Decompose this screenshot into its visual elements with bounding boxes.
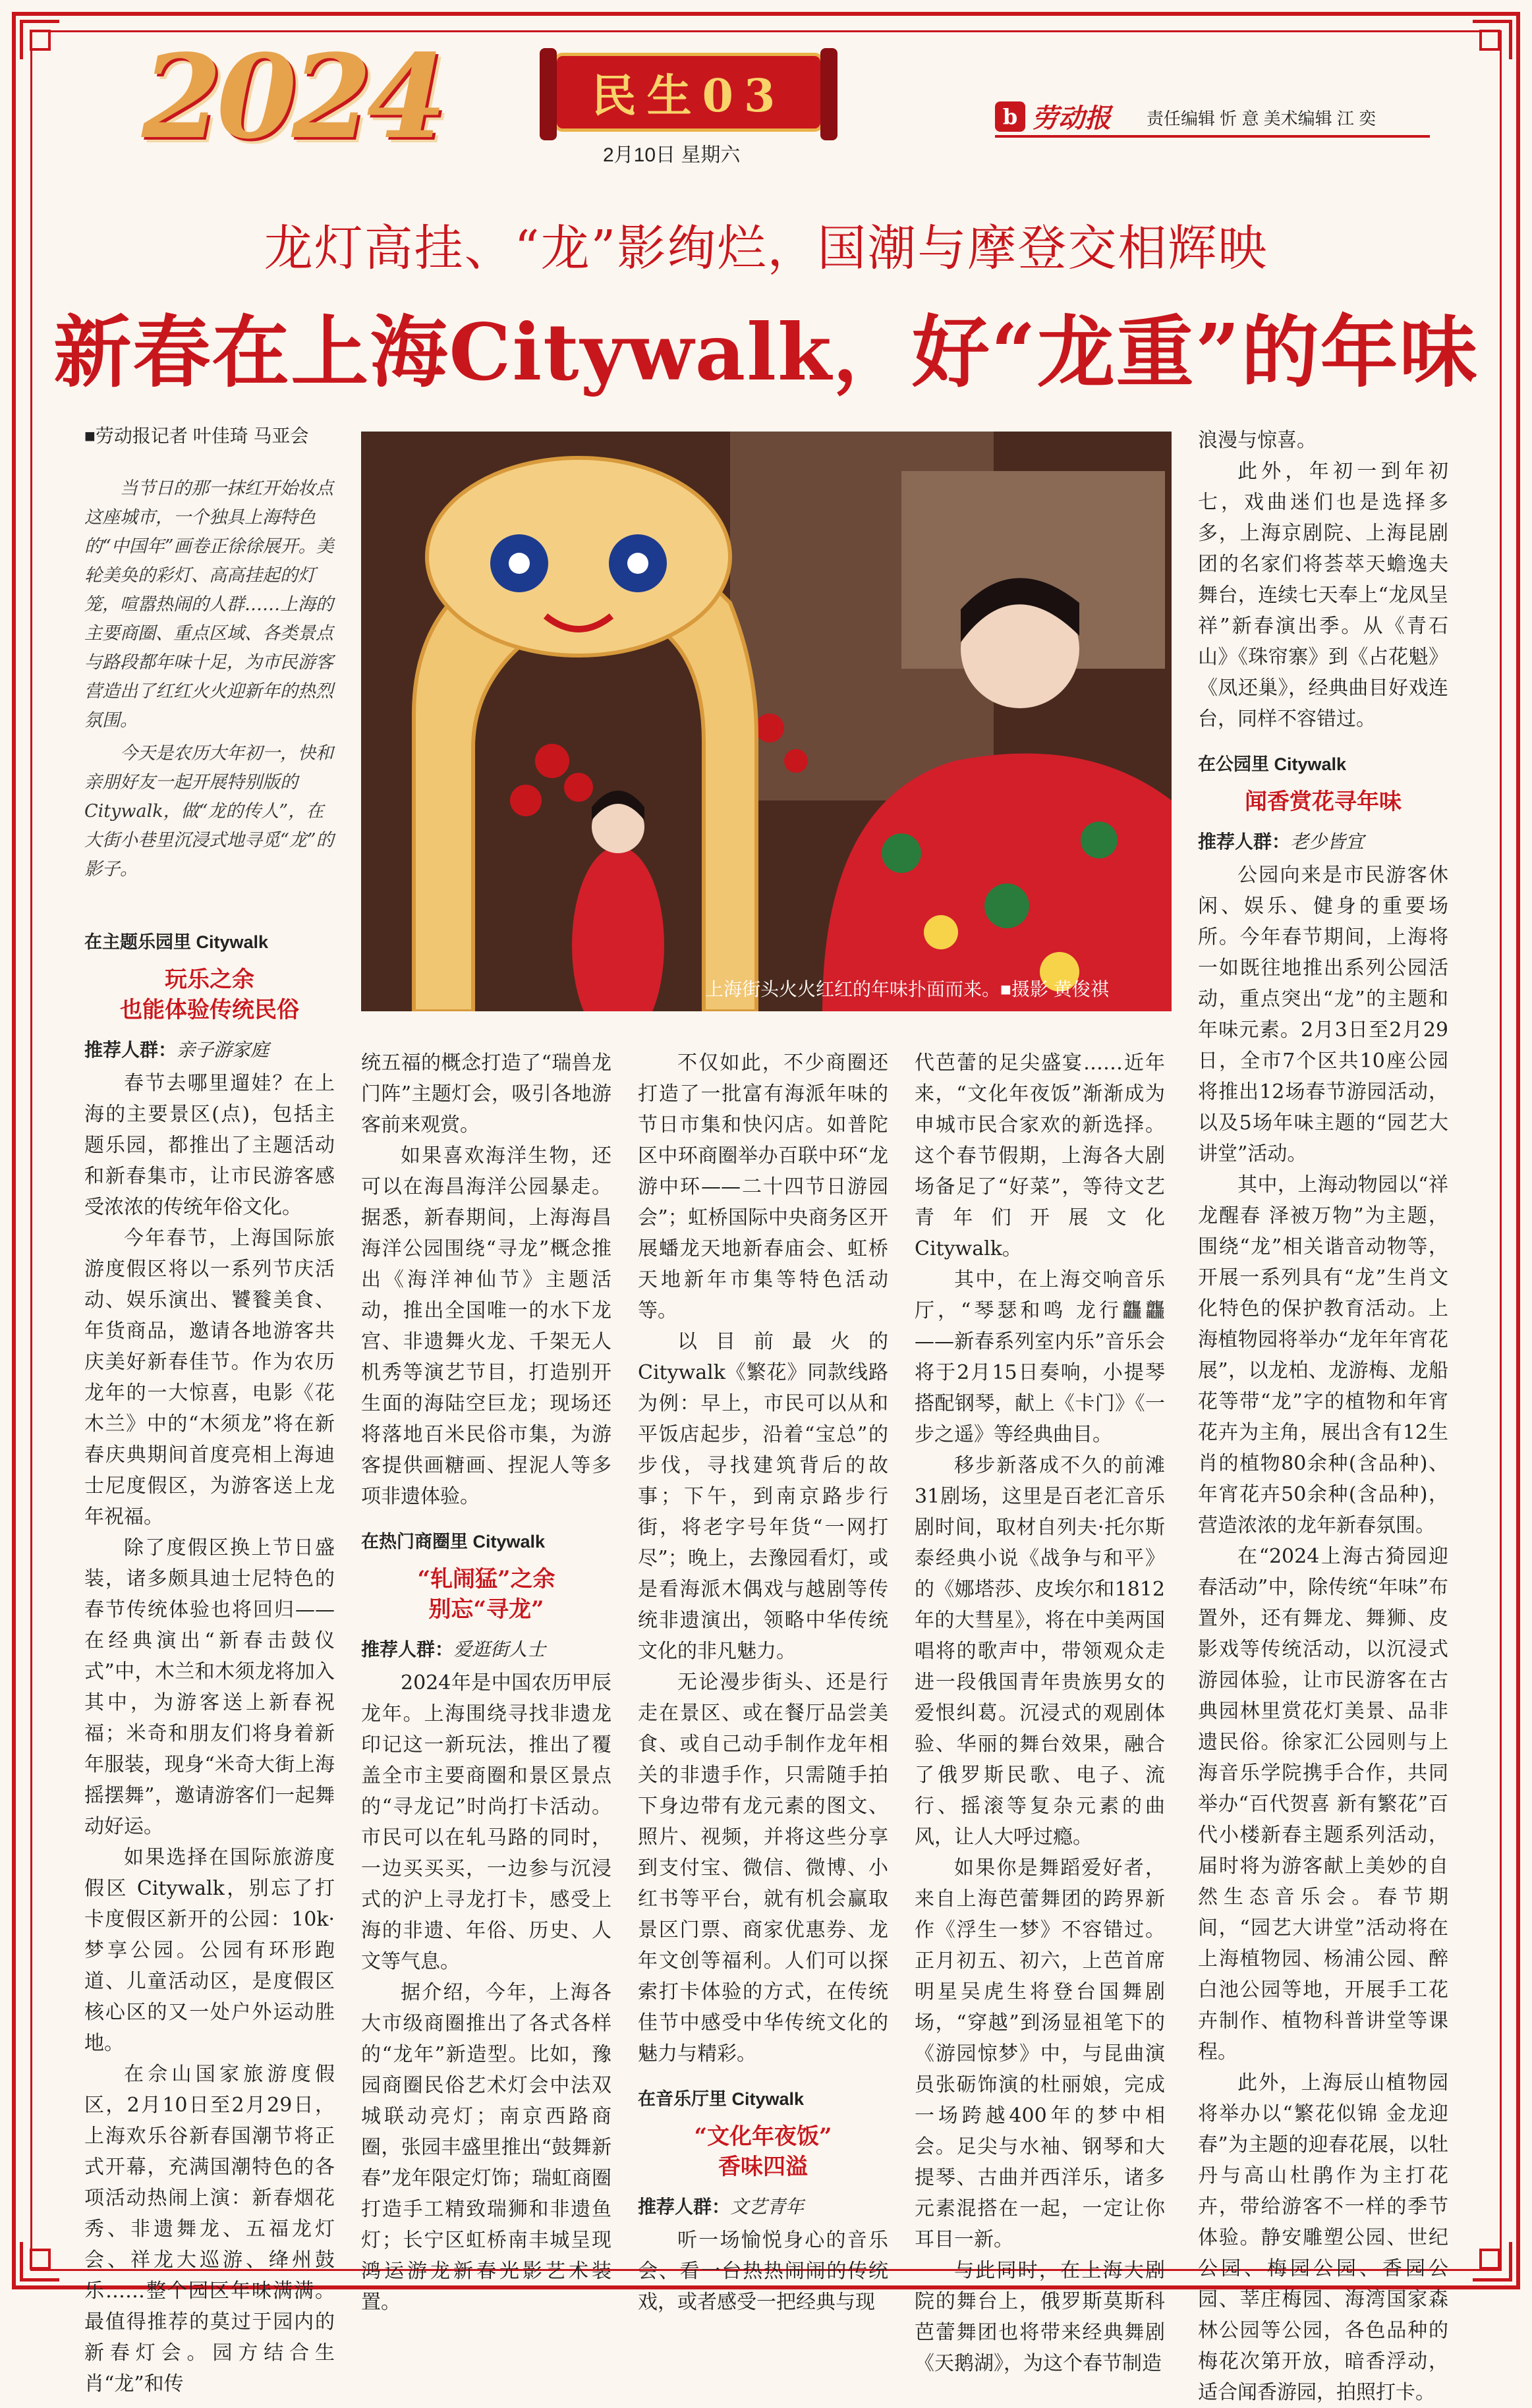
body-paragraph: 除了度假区换上节日盛装，诸多颇具迪士尼特色的春节传统体验也将回归——在经典演出“新春击鼓仪式”中，木兰和木须龙将加入其中，为游客送上新春祝福；米奇和朋友们将身着新年服装，现身“米奇大街上海摇摆舞”，邀请游客们一起舞动好运。 [84,1536,335,1838]
section-title-line: 别忘“寻龙” [428,1596,544,1623]
article-photo [361,432,1172,1011]
body-paragraph: 如果喜欢海洋生物，还可以在海昌海洋公园暴走。据悉，新春期间，上海海昌海洋公园围绕“寻龙”概念推出《海洋神仙节》主题活动，推出全国唯一的水下龙宫、非遗舞火龙、千架无人机秀等演艺节目，打造别开生面的海陆空巨龙；现场还将落地百米民俗市集，为游客提供画糖画、捏泥人等多项非遗体验。 [361,1144,611,1508]
body-paragraph: 浪漫与惊喜。 [1198,429,1317,452]
section-label: 在主题乐园里 Citywalk [84,932,269,952]
column-1 [84,912,335,2399]
column-2 [361,1048,611,2318]
section-title [1198,787,1448,817]
corner-ornament [20,20,59,59]
section-name: 民生03 [591,69,786,123]
body-paragraph: 移步新落成不久的前滩31剧场，这里是百老汇音乐剧时间，取材自列夫·托尔斯泰经典小说《战争与和平》的《娜塔莎、皮埃尔和1812年的大彗星》，将在中美两国唱将的歌声中，带领观众走进一段俄国青年贵族男女的爱恨纠葛。沉浸式的观剧体验、华丽的舞台效果，融合了俄罗斯民歌、电子、流行、摇滚等复杂元素的曲风，让人大呼过瘾。 [915,1454,1165,1849]
body-paragraph: 如果选择在国际旅游度假区 Citywalk，别忘了打卡度假区新开的公园：10k·梦享公园。公园有环形跑道、儿童活动区，是度假区核心区的又一处户外运动胜地。 [84,1846,335,2055]
body-paragraph: 在佘山国家旅游度假区，2月10日至2月29日，上海欢乐谷新春国潮节将正式开幕，充满国潮特色的各项活动热闹上演：新春烟花秀、非遗舞龙、五福龙灯会、祥龙大巡游、绛州鼓乐……整个园区年味满满。最值得推荐的莫过于园内的新春灯会。园方结合生肖“龙”和传 [84,2063,335,2395]
body-paragraph: 在“2024上海古猗园迎春活动”中，除传统“年味”布置外，还有舞龙、舞狮、皮影戏等传统活动，以沉浸式游园体验，让市民游客在古典园林里赏花灯美景、品非遗民俗。徐家汇公园则与上海音乐学院携手合作，共同举办“百代贺喜 新有繁花”百代小楼新春主题系列活动，届时将为游客献上美妙的自然生态音乐会。春节期间，“园艺大讲堂”活动将在上海植物园、杨浦公园、醉白池公园等地，开展手工花卉制作、植物科普讲堂等课程。 [1198,1545,1448,2063]
article-intro [84,474,335,888]
section-title-line: “文化年夜饭” [694,2123,832,2150]
article-subhead: 龙灯高挂、“龙”影绚烂，国潮与摩登交相辉映 [264,220,1268,277]
corner-ornament [1473,20,1512,59]
recommend-label: 推荐人群： [84,1039,177,1061]
article-headline: 新春在上海Citywalk，好“龙重”的年味 [53,306,1479,398]
section-title-line: “轧闹猛”之余 [417,1566,555,1592]
section-title-line: 也能体验传统民俗 [120,997,299,1023]
body-paragraph: 统五福的概念打造了“瑞兽龙门阵”主题灯会，吸引各地游客前来观赏。 [361,1051,611,1136]
recommend-line [361,1634,611,1665]
body-paragraph: 无论漫步街头、还是行走在景区、或在餐厅品尝美食、或自己动手制作龙年相关的非遗手作，只需随手拍下身边带有龙元素的图文、照片、视频，并将这些分享到支付宝、微信、微博、小红书等平台，就有机会赢取景区门票、商家优惠券、龙年文创等福利。人们可以探索打卡体验的方式，在传统佳节中感受中华传统文化的魅力与精彩。 [638,1671,888,2065]
recommend-value: 老少皆宜 [1290,831,1365,853]
column-5 [1198,425,1448,2408]
corner-ornament [20,2242,59,2282]
recommend-value: 爱逛街人士 [453,1638,546,1660]
intro-paragraph: 今天是农历大年初一，快和亲朋好友一起开展特别版的Citywalk，做“龙的传人”，在大街小巷里沉浸式地寻觅“龙”的影子。 [84,743,334,880]
section-label: 在热门商圈里 Citywalk [361,1532,546,1552]
section-banner [553,53,824,132]
corner-ornament [1473,2242,1512,2282]
recommend-label: 推荐人群： [1198,831,1291,853]
body-paragraph: 以目前最火的 Citywalk《繁花》同款线路为例：早上，市民可以从和平饭店起步，沿着“宝总”的步伐，寻找建筑背后的故事；下午，到南京路步行街，将老字号年货“一网打尽”；晚上，去豫园看灯，或是看海派木偶戏与越剧等传统非遗演出，领略中华传统文化的非凡魅力。 [638,1330,888,1663]
recommend-line [638,2191,888,2222]
byline: ■劳动报记者 叶佳琦 马亚会 [84,426,309,446]
section-title [361,1564,611,1625]
year-art: 2024 [142,30,442,165]
body-paragraph: 代芭蕾的足尖盛宴……近年来，“文化年夜饭”渐渐成为申城市民合家欢的新选择。这个春节假期，上海各大剧场备足了“好菜”，等待文艺青年们开展文化 Citywalk。 [915,1051,1165,1260]
recommend-value: 亲子游家庭 [177,1039,270,1061]
column-4 [915,1048,1165,2379]
recommend-value: 文艺青年 [730,2196,805,2218]
newspaper-logo [995,98,1111,135]
intro-paragraph: 当节日的那一抹红开始妆点这座城市，一个独具上海特色的“中国年”画卷正徐徐展开。美轮美奂的彩灯、高高挂起的灯笼，喧嚣热闹的人群……上海的主要商圈、重点区域、各类景点与路段都年味十足，为市民游客营造出了红红火火迎新年的热烈氛围。 [84,478,334,731]
body-paragraph: 公园向来是市民游客休闲、娱乐、健身的重要场所。今年春节期间，上海将一如既往地推出系列公园活动，重点突出“龙”的主题和年味元素。2月3日至2月29日，全市7个区共10座公园将推出12场春节游园活动，以及5场年味主题的“园艺大讲堂”活动。 [1198,864,1448,1165]
body-paragraph: 2024年是中国农历甲辰龙年。上海围绕寻找非遗龙印记这一新玩法，推出了覆盖全市主要商圈和景区景点的“寻龙记”时尚打卡活动。市民可以在轧马路的同时，一边买买买，一边参与沉浸式的沪上寻龙打卡，感受上海的非遗、年俗、历史、人文等气息。 [361,1671,611,1973]
body-paragraph: 听一场愉悦身心的音乐会、看一台热热闹闹的传统戏，或者感受一把经典与现 [638,2229,888,2314]
recommend-line [1198,826,1448,857]
section-title [638,2121,888,2182]
issue-date: 2月10日 星期六 [603,144,741,166]
recommend-label: 推荐人群： [361,1638,454,1660]
section-title [84,965,335,1025]
recommend-label: 推荐人群： [638,2196,731,2218]
section-label: 在公园里 Citywalk [1198,754,1347,774]
body-paragraph: 春节去哪里遛娃？在上海的主要景区(点)，包括主题乐园，都推出了主题活动和新春集市，让市民游客感受浓浓的传统年俗文化。 [84,1072,335,1219]
recommend-line [84,1034,335,1065]
logo-icon: b [995,101,1025,132]
body-paragraph: 据介绍，今年，上海各大市级商圈推出了各式各样的“龙年”新造型。比如，豫园商圈民俗艺术灯会中法双城联动亮灯；南京西路商圈，张园丰盛里推出“鼓舞新春”龙年限定灯饰；瑞虹商圈打造手工精致瑞狮和非遗鱼灯；长宁区虹桥南丰城呈现鸿运游龙新春光影艺术装置。 [361,1981,611,2314]
body-paragraph: 与此同时，在上海大剧院的舞台上，俄罗斯莫斯科芭蕾舞团也将带来经典舞剧《天鹅湖》，为这个春节制造 [915,2259,1165,2375]
body-paragraph: 今年春节，上海国际旅游度假区将以一系列节庆活动、娱乐演出、饕餮美食、年货商品，邀请各地游客共庆美好新春佳节。作为农历龙年的一大惊喜，电影《花木兰》中的“木须龙”将在新春庆典期间首度亮相上海迪士尼度假区，为游客送上龙年祝福。 [84,1227,335,1528]
photo-illustration [361,432,1172,1011]
logo-text: 劳动报 [1032,103,1111,134]
body-paragraph: 不仅如此，不少商圈还打造了一批富有海派年味的节日市集和快闪店。如普陀区中环商圈举办百联中环“龙游中环——二十四节日游园会”；虹桥国际中央商务区开展蟠龙天地新春庙会、虹桥天地新年市集等特色活动等。 [638,1051,888,1322]
column-3 [638,1048,888,2318]
section-title-line: 闻香赏花寻年味 [1245,789,1402,815]
body-paragraph: 如果你是舞蹈爱好者，来自上海芭蕾舞团的跨界新作《浮生一梦》不容错过。正月初五、初六，上芭首席明星吴虎生将登台国舞剧场，“穿越”到汤显祖笔下的《游园惊梦》中，与昆曲演员张砺饰演的杜丽娘，完成一场跨越400年的梦中相会。足尖与水袖、钢琴和大提琴、古曲并西洋乐，诸多元素混搭在一起，一定让你耳目一新。 [915,1857,1165,2251]
body-paragraph: 此外，上海辰山植物园将举办以“繁花似锦 金龙迎春”为主题的迎春花展，以牡丹与高山杜鹃作为主打花卉，带给游客不一样的季节体验。静安雕塑公园、世纪公园、梅园公园、香园公园、莘庄梅园、海湾国家森林公园等公园，各色品种的梅花次第开放，暗香浮动，适合闻香游园，拍照打卡。 [1198,2071,1448,2404]
body-paragraph: 其中，在上海交响音乐厅，“琴瑟和鸣 龙行龘龘——新春系列室内乐”音乐会将于2月15日奏响，小提琴搭配钢琴，献上《卡门》《一步之遥》等经典曲目。 [915,1268,1165,1446]
body-paragraph: 其中，上海动物园以“祥龙醒春 泽被万物”为主题，围绕“龙”相关谐音动物等，开展一系列具有“龙”生肖文化特色的保护教育活动。上海植物园将举办“龙年年宵花展”，以龙柏、龙游梅、龙船花等带“龙”字的植物和年宵花卉为主角，展出含有12生肖的植物80余种(含品种)、年宵花卉50余种(含品种)，营造浓浓的龙年新春氛围。 [1198,1173,1448,1537]
photo-caption: 上海街头火火红红的年味扑面而来。■摄影 黄俊祺 [705,979,1109,999]
editors-credit: 责任编辑 忻 意 美术编辑 江 奕 [1147,109,1376,128]
body-paragraph: 此外，年初一到年初七，戏曲迷们也是选择多多，上海京剧院、上海昆剧团的名家们将荟萃天蟾逸夫舞台，连续七天奉上“龙凤呈祥”新春演出季。从《青石山》《珠帘寨》到《占花魁》《凤还巢》，经典曲目好戏连台，同样不容错过。 [1198,460,1448,731]
section-label: 在音乐厅里 Citywalk [638,2089,805,2109]
header-rule [995,135,1430,138]
section-title-line: 香味四溢 [718,2154,808,2180]
section-title-line: 玩乐之余 [165,966,254,993]
